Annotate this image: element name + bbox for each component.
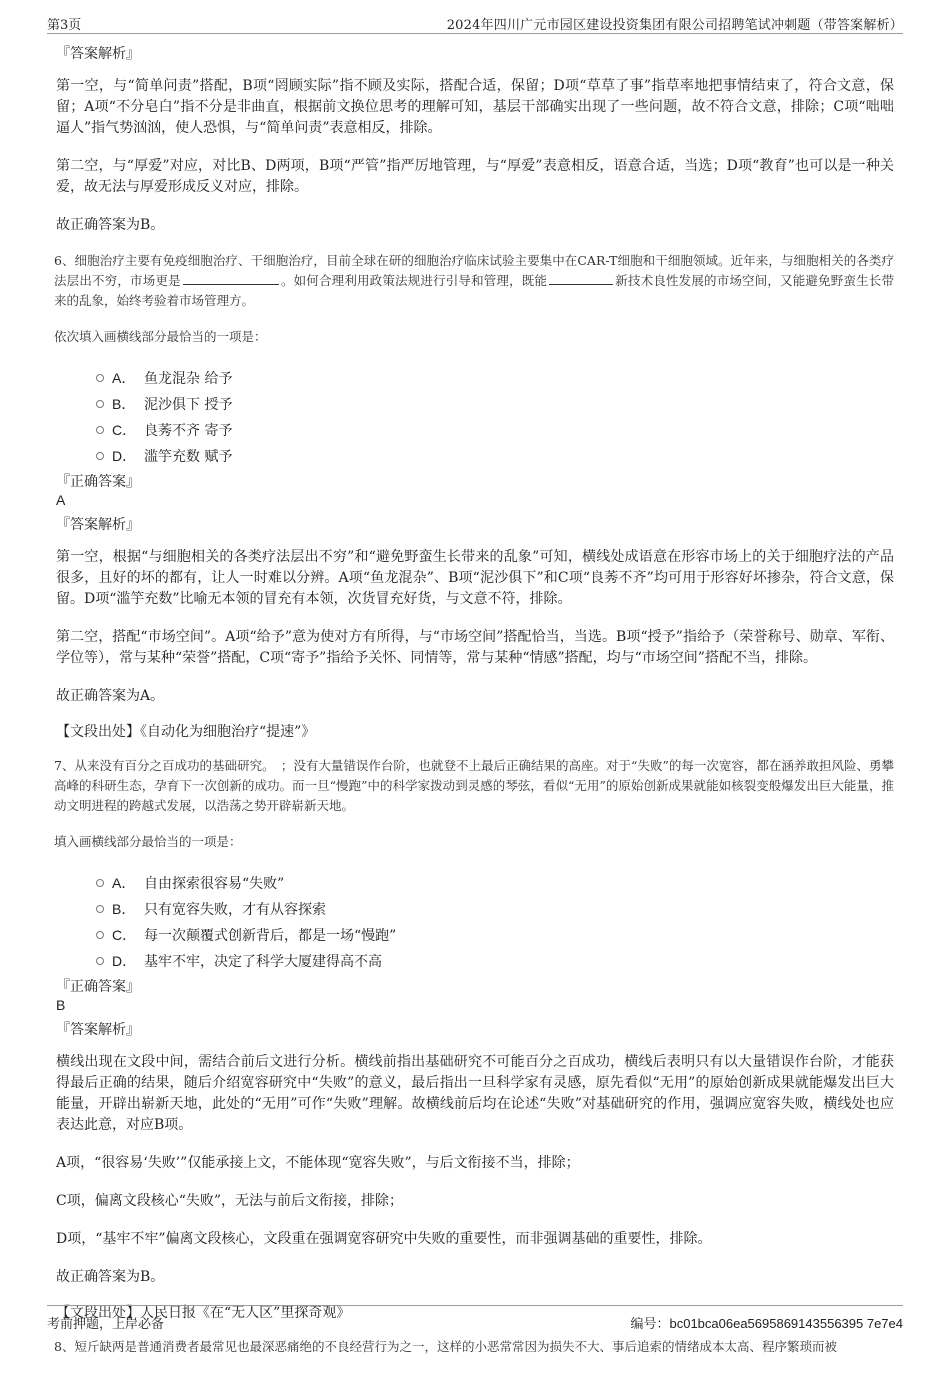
radio-icon[interactable] bbox=[96, 452, 104, 460]
q7-analysis-label: 『答案解析』 bbox=[56, 1022, 140, 1038]
footer-divider bbox=[47, 1305, 903, 1306]
q6-option-d[interactable] bbox=[96, 443, 894, 469]
option-text: 基牢不牢，决定了科学大厦建得高不高 bbox=[144, 954, 382, 970]
option-text: 鱼龙混杂 给予 bbox=[144, 371, 233, 387]
option-letter: D． bbox=[112, 448, 137, 464]
q6-stem-part-b: 。如何合理利用政策法规进行引导和管理，既能 bbox=[280, 273, 548, 288]
q6-blank-2 bbox=[549, 272, 613, 285]
q7-analysis-option-c: C项，偏离文段核心“失败”，无法与前后文衔接，排除； bbox=[56, 1193, 404, 1209]
option-letter: A． bbox=[112, 875, 136, 891]
radio-icon[interactable] bbox=[96, 426, 104, 434]
q6-stem-part-c: 新技术良性发展的市场空间，又能避免野蛮生长带来的乱象，始终考验着市场管理方。 bbox=[54, 273, 894, 308]
option-letter: A． bbox=[112, 370, 136, 386]
document-title: 2024年四川广元市园区建设投资集团有限公司招聘笔试冲刺题（带答案解析） bbox=[446, 18, 903, 33]
option-letter: C． bbox=[112, 422, 137, 438]
footer-code-label: 编号： bbox=[630, 1317, 670, 1332]
q6-correct-answer: A bbox=[56, 492, 66, 508]
q7-source: 【文段出处】人民日报《在“无人区”里探奇观》 bbox=[56, 1305, 351, 1321]
option-text: 滥竽充数 赋予 bbox=[144, 449, 233, 465]
radio-icon[interactable] bbox=[96, 957, 104, 965]
q6-analysis-label: 『答案解析』 bbox=[56, 517, 140, 533]
q5-final-answer: 故正确答案为B。 bbox=[56, 217, 165, 233]
q7-stem: 7、从来没有百分之百成功的基础研究。 ；没有大量错误作台阶，也就登不上最后正确结果的高座。对于“失败”的每一次宽容，都在涵养敢担风险、勇攀高峰的科研生态，孕育下一次创新的成功。而一旦“慢跑”中的科学家拨动到灵感的琴弦，看似“无用”的原始创新成果就能如核裂变般爆发出巨大能量，推动文明进程的跨越式发展，以浩荡之势开辟崭新天地。 bbox=[54, 758, 894, 813]
page-content bbox=[56, 44, 894, 1373]
option-text: 自由探索很容易“失败” bbox=[144, 876, 285, 892]
q7-analysis-option-d: D项，“基牢不牢”偏离文段核心，文段重在强调宽容研究中失败的重要性，而非强调基础的重要性，排除。 bbox=[56, 1231, 712, 1247]
q6-analysis-p2: 第二空，搭配“市场空间”。A项“给予”意为使对方有所得，与“市场空间”搭配恰当，当选。B项“授予”指给予（荣誉称号、勋章、军衔、学位等），常与某种“荣誉”搭配，C项“寄予”指给予关怀、同情等，常与某种“情感”搭配，均与“市场空间”搭配不当，排除。 bbox=[56, 629, 894, 666]
option-text: 每一次颠覆式创新背后，都是一场“慢跑” bbox=[144, 928, 397, 944]
radio-icon[interactable] bbox=[96, 879, 104, 887]
page-number: 第3页 bbox=[47, 18, 82, 33]
q7-final-answer: 故正确答案为B。 bbox=[56, 1269, 165, 1285]
footer-code-value: bc01bca06ea5695869143556395 7e7e4 bbox=[669, 1316, 903, 1331]
radio-icon[interactable] bbox=[96, 374, 104, 382]
q7-option-c[interactable] bbox=[96, 922, 894, 948]
q6-correct-label: 『正确答案』 bbox=[56, 474, 140, 490]
q6-stem bbox=[54, 251, 894, 311]
footer-code bbox=[630, 1313, 903, 1332]
q6-final-answer: 故正确答案为A。 bbox=[56, 688, 165, 704]
q6-option-b[interactable] bbox=[96, 391, 894, 417]
q7-analysis-p1: 横线出现在文段中间，需结合前后文进行分析。横线前指出基础研究不可能百分之百成功，横线后表明只有以大量错误作台阶，才能获得最后正确的结果，随后介绍宽容研究中“失败”的意义，最后指出一旦科学家有灵感，原先看似“无用”的原始创新成果就能爆发出巨大能量，开辟出崭新天地，此处的“无用”可作“失败”理解。故横线前后均在论述“失败”对基础研究的作用，强调应宽容失败，横线处也应表达此意，对应B项。 bbox=[56, 1054, 894, 1133]
q6-source: 【文段出处】《自动化为细胞治疗“提速”》 bbox=[56, 724, 316, 740]
q7-prompt: 填入画横线部分最恰当的一项是： bbox=[54, 834, 242, 849]
radio-icon[interactable] bbox=[96, 905, 104, 913]
q7-option-b[interactable] bbox=[96, 896, 894, 922]
radio-icon[interactable] bbox=[96, 400, 104, 408]
option-letter: B． bbox=[112, 901, 136, 917]
q7-option-a[interactable] bbox=[96, 870, 894, 896]
q7-options bbox=[96, 870, 894, 974]
option-text: 泥沙俱下 授予 bbox=[144, 397, 233, 413]
q6-prompt: 依次填入画横线部分最恰当的一项是： bbox=[54, 329, 267, 344]
q6-analysis-p1: 第一空，根据“与细胞相关的各类疗法层出不穷”和“避免野蛮生长带来的乱象”可知，横线处成语意在形容市场上的关于细胞疗法的产品很多，且好的坏的都有，让人一时难以分辨。A项“鱼龙混杂”、B项“泥沙俱下”和C项“良莠不齐”均可用于形容好坏掺杂，符合文意，保留。D项“滥竽充数”比喻无本领的冒充有本领，次货冒充好货，与文意不符，排除。 bbox=[56, 549, 894, 607]
option-letter: B． bbox=[112, 396, 136, 412]
q5-analysis-p2: 第二空，与“厚爱”对应，对比B、D两项，B项“严管”指严厉地管理，与“厚爱”表意相反，语意合适，当选；D项“教育”也可以是一种关爱，故无法与厚爱形成反义对应，排除。 bbox=[56, 158, 894, 195]
option-text: 良莠不齐 寄予 bbox=[144, 423, 233, 439]
q6-options bbox=[96, 365, 894, 469]
q7-correct-answer: B bbox=[56, 997, 66, 1013]
q5-analysis-p1: 第一空，与“简单问责”搭配，B项“罔顾实际”指不顾及实际，搭配合适，保留；D项“草草了事”指草率地把事情结束了，符合文意，保留；A项“不分皂白”指不分是非曲直，根据前文换位思考的理解可知，基层干部确实出现了一些问题，故不符合文意，排除；C项“咄咄逼人”指气势汹汹，使人恐惧，与“简单问责”表意相反，排除。 bbox=[56, 78, 894, 136]
q8-stem: 8、短斤缺两是普通消费者最常见也最深恶痛绝的不良经营行为之一，这样的小恶常常因为损失不大、事后追索的情绪成本太高、程序繁琐而被 bbox=[54, 1339, 837, 1354]
q7-analysis-option-a: A项，“很容易‘失败’”仅能承接上文，不能体现“宽容失败”，与后文衔接不当，排除； bbox=[56, 1155, 580, 1171]
q6-option-a[interactable] bbox=[96, 365, 894, 391]
q6-option-c[interactable] bbox=[96, 417, 894, 443]
q7-option-d[interactable] bbox=[96, 948, 894, 974]
option-letter: C． bbox=[112, 927, 137, 943]
q5-analysis-label: 『答案解析』 bbox=[56, 46, 140, 62]
header-divider bbox=[47, 33, 903, 34]
q6-stem-part-a: 6、细胞治疗主要有免疫细胞治疗、干细胞治疗，目前全球在研的细胞治疗临床试验主要集中在CAR-T细胞和干细胞领域。近年来，与细胞相关的各类疗法层出不穷，市场更是 bbox=[54, 253, 894, 288]
option-text: 只有宽容失败，才有从容探索 bbox=[144, 902, 326, 918]
radio-icon[interactable] bbox=[96, 931, 104, 939]
q6-blank-1 bbox=[183, 272, 279, 285]
option-letter: D． bbox=[112, 953, 137, 969]
footer-slogan: 考前押题，上岸必备 bbox=[47, 1317, 165, 1332]
q7-correct-label: 『正确答案』 bbox=[56, 979, 140, 995]
